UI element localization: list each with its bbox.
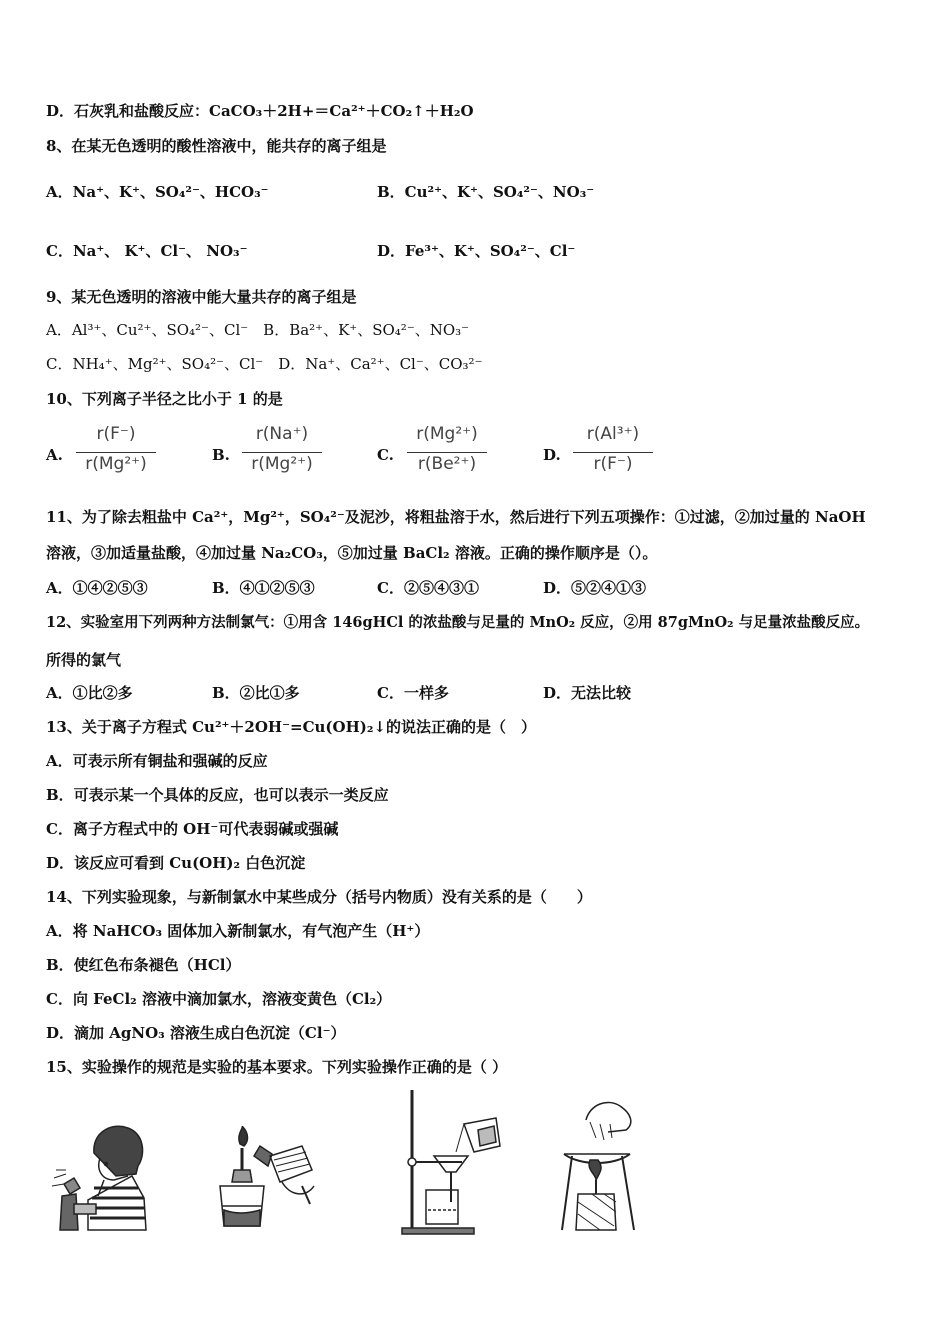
q11-stem-line2: 溶液，③加适量盐酸，④加过量 Na₂CO₃，⑤加过量 BaCl₂ 溶液。正确的操作顺序是（）。 xyxy=(46,544,658,562)
q8-option-b: B．Cu²⁺、K⁺、SO₄²⁻、NO₃⁻ xyxy=(377,183,595,201)
q11-option-a: A．①④②⑤③ xyxy=(46,579,148,597)
q12-stem-line1: 12、实验室用下列两种方法制氯气：①用含 146gHCl 的浓盐酸与足量的 MnO₂ 反应，②用 87gMnO₂ 与足量浓盐酸反应。 xyxy=(46,614,870,631)
q12-stem-line2: 所得的氯气 xyxy=(46,651,122,669)
alcohol-lamp-figure xyxy=(210,1126,330,1236)
q8-option-a: A．Na⁺、K⁺、SO₄²⁻、HCO₃⁻ xyxy=(46,183,269,201)
q13-option-a: A．可表示所有铜盐和强碱的反应 xyxy=(46,752,268,770)
q13-option-c: C．离子方程式中的 OH⁻可代表弱碱或强碱 xyxy=(46,820,339,838)
q9-stem: 9、某无色透明的溶液中能大量共存的离子组是 xyxy=(46,288,357,306)
q14-option-a: A．将 NaHCO₃ 固体加入新制氯水，有气泡产生（H⁺） xyxy=(46,922,430,940)
q9-options-row2: C．NH₄⁺、Mg²⁺、SO₄²⁻、Cl⁻ D．Na⁺、Ca²⁺、Cl⁻、CO₃²⁻ xyxy=(46,355,483,373)
q8-option-c: C．Na⁺、 K⁺、Cl⁻、 NO₃⁻ xyxy=(46,242,248,260)
fraction-numerator: r(Na⁺) xyxy=(255,424,309,444)
fraction-bar xyxy=(407,452,487,453)
fraction-bar xyxy=(242,452,322,453)
q12-option-d: D．无法比较 xyxy=(543,684,632,702)
q13-option-d: D．该反应可看到 Cu(OH)₂ 白色沉淀 xyxy=(46,854,306,872)
q14-option-b: B．使红色布条褪色（HCl） xyxy=(46,956,241,974)
q13-option-b: B．可表示某一个具体的反应，也可以表示一类反应 xyxy=(46,786,389,804)
q14-option-d: D．滴加 AgNO₃ 溶液生成白色沉淀（Cl⁻） xyxy=(46,1024,346,1042)
fraction-numerator: r(Mg²⁺) xyxy=(416,424,478,444)
fraction-denominator: r(F⁻) xyxy=(593,454,633,474)
fraction-denominator: r(Mg²⁺) xyxy=(85,454,147,474)
q10-option-d: D. r(Al³⁺) r(F⁻) xyxy=(543,424,663,480)
fraction-numerator: r(F⁻) xyxy=(96,424,136,444)
q8-option-d: D．Fe³⁺、K⁺、SO₄²⁻、Cl⁻ xyxy=(377,242,576,260)
q11-stem-line1: 11、为了除去粗盐中 Ca²⁺，Mg²⁺，SO₄²⁻及泥沙，将粗盐溶于水，然后进行下列五项操作：①过滤，②加过量的 NaOH xyxy=(46,508,866,526)
filtration-apparatus-figure xyxy=(398,1090,510,1235)
q13-stem: 13、关于离子方程式 Cu²⁺＋2OH⁻=Cu(OH)₂↓的说法正确的是（ ） xyxy=(46,718,537,736)
q10-option-a: A. r(F⁻) r(Mg²⁺) xyxy=(46,424,166,480)
fraction-denominator: r(Be²⁺) xyxy=(417,454,477,474)
q8-stem: 8、在某无色透明的酸性溶液中，能共存的离子组是 xyxy=(46,137,387,155)
q15-stem: 15、实验操作的规范是实验的基本要求。下列实验操作正确的是（ ） xyxy=(46,1058,508,1076)
q7-option-d: D．石灰乳和盐酸反应：CaCO₃＋2H+＝Ca²⁺＋CO₂↑＋H₂O xyxy=(46,102,474,120)
q11-option-d: D．⑤②④①③ xyxy=(543,579,647,597)
q12-option-c: C．一样多 xyxy=(377,684,449,702)
q10-stem: 10、下列离子半径之比小于 1 的是 xyxy=(46,390,283,408)
fraction-numerator: r(Al³⁺) xyxy=(586,424,640,444)
q14-stem: 14、下列实验现象，与新制氯水中某些成分（括号内物质）没有关系的是（ ） xyxy=(46,888,592,906)
fraction-denominator: r(Mg²⁺) xyxy=(251,454,313,474)
smelling-gas-figure xyxy=(44,1118,154,1233)
q14-option-c: C．向 FeCl₂ 溶液中滴加氯水，溶液变黄色（Cl₂） xyxy=(46,990,392,1008)
q10-option-b: B. r(Na⁺) r(Mg²⁺) xyxy=(212,424,332,480)
fraction-bar xyxy=(573,452,653,453)
q10-option-c: C. r(Mg²⁺) r(Be²⁺) xyxy=(377,424,497,480)
q9-options-row1: A．Al³⁺、Cu²⁺、SO₄²⁻、Cl⁻ B．Ba²⁺、K⁺、SO₄²⁻、NO₃⁻ xyxy=(46,321,470,339)
q11-option-c: C．②⑤④③① xyxy=(377,579,479,597)
q11-option-b: B．④①②⑤③ xyxy=(212,579,315,597)
evaporation-figure xyxy=(560,1090,640,1235)
q12-option-b: B．②比①多 xyxy=(212,684,300,702)
fraction-bar xyxy=(76,452,156,453)
q12-option-a: A．①比②多 xyxy=(46,684,133,702)
